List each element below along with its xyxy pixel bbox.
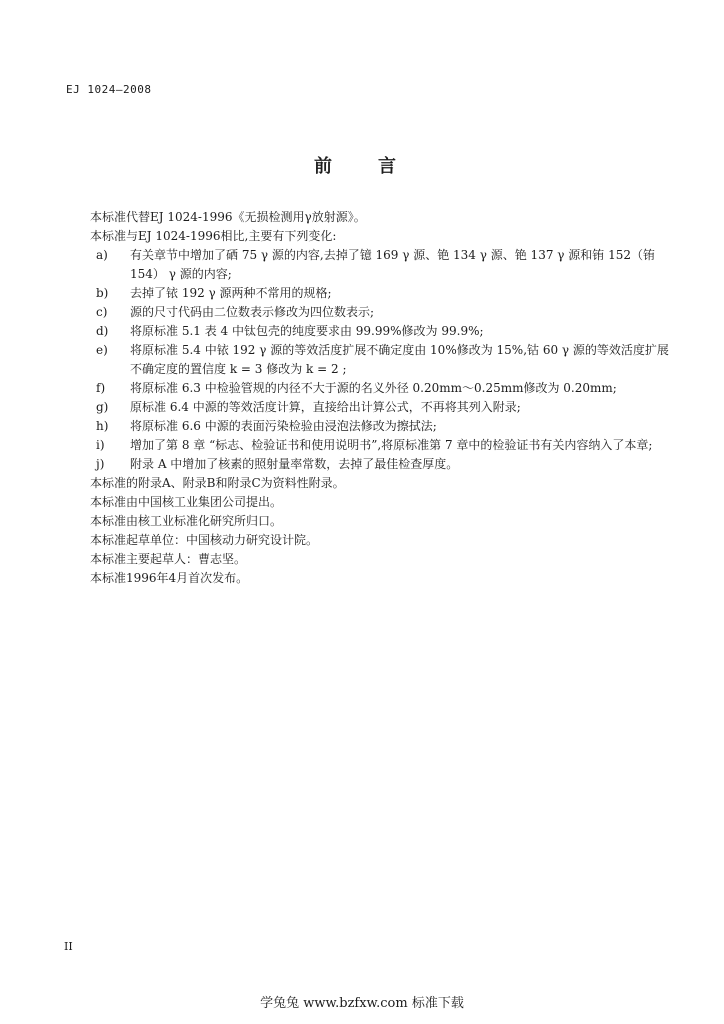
item-text: 有关章节中增加了硒 75 γ 源的内容,去掉了镱 169 γ 源、铯 134 γ 源、铯 137 γ 源和铕 152（铕 154） γ 源的内容;	[130, 248, 655, 281]
item-label: g)	[96, 400, 109, 414]
intro-paragraph: 本标准代替EJ 1024-1996《无损检测用γ放射源》。	[90, 210, 366, 224]
closing-paragraph: 本标准的附录A、附录B和附录C为资料性附录。	[90, 476, 345, 490]
item-text: 将原标准 6.6 中源的表面污染检验由浸泡法修改为擦拭法;	[130, 419, 437, 433]
item-label: j)	[96, 457, 105, 471]
item-label: f)	[96, 381, 106, 395]
change-item	[90, 246, 680, 284]
item-text: 源的尺寸代码由二位数表示修改为四位数表示;	[130, 305, 375, 319]
item-text: 附录 A 中增加了核素的照射量率常数，去掉了最佳检查厚度。	[130, 457, 459, 471]
item-text: 将原标准 5.1 表 4 中钛包壳的纯度要求由 99.99%修改为 99.9%;	[130, 324, 484, 338]
item-label: b)	[96, 286, 109, 300]
closing-paragraph: 本标准由核工业标准化研究所归口。	[90, 514, 283, 528]
closing-paragraph: 本标准主要起草人：曹志坚。	[90, 552, 247, 566]
change-item	[90, 398, 680, 417]
document-code: EJ 1024—2008	[66, 83, 152, 96]
item-label: i)	[96, 438, 105, 452]
item-label: a)	[96, 248, 108, 262]
item-text: 增加了第 8 章 “标志、检验证书和使用说明书”,将原标准第 7 章中的检验证书有关内容纳入了本章;	[130, 438, 653, 452]
page-number: II	[64, 940, 73, 953]
change-item	[90, 322, 680, 341]
change-item	[90, 455, 680, 474]
item-text: 原标准 6.4 中源的等效活度计算，直接给出计算公式，不再将其列入附录;	[130, 400, 521, 414]
change-item	[90, 379, 680, 398]
foreword-body	[90, 208, 680, 588]
item-text: 将原标准 5.4 中铱 192 γ 源的等效活度扩展不确定度由 10%修改为 15%,钴 60 γ 源的等效活度扩展不确定度的置信度 k = 3 修改为 k = 2 ;	[130, 343, 669, 376]
item-text: 将原标准 6.3 中检验管规的内径不大于源的名义外径 0.20mm～0.25mm修改为 0.20mm;	[130, 381, 617, 395]
page-title: 前 言	[314, 156, 410, 177]
item-label: d)	[96, 324, 109, 338]
change-item	[90, 341, 680, 379]
item-label: c)	[96, 305, 108, 319]
change-item	[90, 417, 680, 436]
change-item	[90, 284, 680, 303]
item-text: 去掉了铱 192 γ 源两种不常用的规格;	[130, 286, 332, 300]
item-label: e)	[96, 343, 108, 357]
footer-watermark: 学兔兔 www.bzfxw.com 标准下载	[260, 996, 464, 1011]
closing-paragraph: 本标准起草单位：中国核动力研究设计院。	[90, 533, 319, 547]
change-item	[90, 303, 680, 322]
closing-paragraph: 本标准1996年4月首次发布。	[90, 571, 249, 585]
item-label: h)	[96, 419, 109, 433]
closing-paragraph: 本标准由中国核工业集团公司提出。	[90, 495, 283, 509]
intro-paragraph: 本标准与EJ 1024-1996相比,主要有下列变化:	[90, 229, 337, 243]
change-item	[90, 436, 680, 455]
